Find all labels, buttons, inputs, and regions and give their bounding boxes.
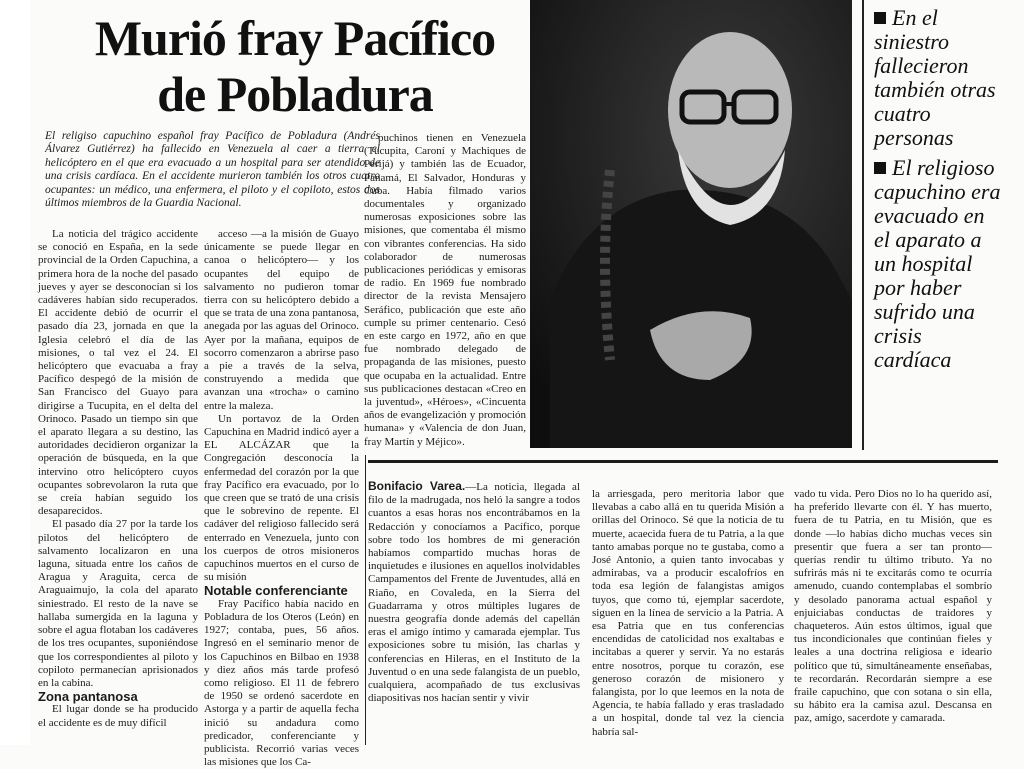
article-column-2 [204, 228, 359, 769]
portrait-photo [530, 0, 852, 448]
paragraph: la arriesgada, pero meritoria labor que llevabas a cabo allá en tu querida Misión a orillas del Orinoco. Sé que la noticia de tu muerte, acaecida fuera de tu Patria, a la que tanto amabas porque no te gustaba, como a José Antonio, a quien tanto invocabas y admirabas, va a producir escalofríos en toda esa legión de falangistas amigos tuyos, que como tú, ejemplar sacerdote, siguen en la línea de servicio a la Patria. A esa Patria que en tus conferencias encendidas de catolicidad nos exaltabas e incitabas a querer y servir. Ya no estarás entre nosotros, porque tu corazón, ese generoso corazón de misionero y falangista, por lo que leemos en la nota de Agencia, te había fallado y eras trasladado a un hospital, donde tal vez la ciencia habría sal- [592, 488, 784, 738]
headline-line-1: Murió fray Pacífico [94, 10, 496, 66]
square-bullet-icon [874, 12, 886, 24]
byline: Bonifacio Varea. [368, 479, 466, 493]
paragraph-text: —La noticia, llegada al filo de la madrugada, nos heló la sangre a todos cuantos a esas horas nos encontrábamos en la Redacción y conocíamos a Pacífico, porque sobre todo los hombres de mi generación habíamos compartido muchas horas de inquietudes e ilusiones en aquellos inolvidables Campamentos del Frente de Juventudes, allá en Riaño, en Covaleda, en la Sierra del Guadarrama y otros múltiples lugares de nuestra geografía donde además del capellán eras el amigo íntimo y camarada ejemplar. Tus exposiciones sobre tu misión, las charlas y conferencias en Hileras, en el Instituto de la Juventud o en una sede falangista de un pueblo, cualquiera, acompañado de tus exclusivas diapositivas nos hacían sentir y vivir [368, 481, 580, 705]
paragraph: El lugar donde se ha producido el accidente es de muy difícil [38, 703, 198, 729]
headline [60, 10, 530, 122]
paragraph: El pasado día 27 por la tarde los pilotos del helicóptero de salvamento localizaron en una laguna, situada entre los caños de Aragua y Araguita, cerca de Araguaimujo, la cola del aparato siniestrado. El resto de la nave se hallaba sumergida en la laguna y sobre el agua flotaban los cadáveres de los tres ocupantes, suponiéndose que los correspondientes al piloto y copiloto permanecían aprisionados en la cabina. [38, 518, 198, 689]
column-divider [365, 455, 366, 745]
obituary-column-3 [794, 488, 992, 726]
paragraph: La noticia del trágico accidente se conoció en España, en la sede provincial de la Orden Capuchina, a primera hora de la noche del pasado jueves y ayer se desconocían si los cadáveres habían sido recuperados. El accidente debió de ocurrir el pasado día 23, jornada en que la Iglesia celebró el día de las misiones, o tal vez el 24. El helicóptero que evacuaba a fray Pacífico despegó de la misión de San Francisco del Guayo para dirigirse a Tucupita, en el delta del Orinoco. Pasado un tiempo sin que el aparato llegara a su destino, las autoridades decidieron organizar la operación de búsqueda, en la que intervino otro helicóptero cuyos ocupantes sobrevolaron la ruta que se creía habían seguido los desaparecidos. [38, 228, 198, 518]
square-bullet-icon [874, 162, 886, 174]
obituary-column-2 [592, 488, 784, 739]
section-divider [368, 460, 998, 463]
lede-paragraph: El religiso capuchino español fray Pacífico de Pobladura (Andrés Álvarez Gutiérrez) ha fallecido en Venezuela al caer a tierra el helicóptero en el que era evacuado a un hospital para ser atendido de una crisis cardíaca. En el accidente murieron también los otros cuatro ocupantes: un médico, una enfermera, el piloto y el copiloto, estos dos últimos miembros de la Guardia Nacional. [45, 130, 380, 210]
article-column-1 [38, 228, 198, 730]
page-margin [0, 0, 30, 745]
portrait-illustration [530, 0, 852, 448]
subheading: Zona pantanosa [38, 689, 138, 705]
pull-quote [874, 156, 1002, 372]
paragraph: puchinos tienen en Venezuela (Tucupita, Caroní y Machiques de Perijá) y también las de Ecuador, Panamá, El Salvador, Honduras y Cuba. Había filmado varios documentales y organizado numerosas exposiciones sobre las misiones, que comentaba él mismo con vibrantes conferencias. Ha sido colaborador de numerosas publicaciones periódicas y emisoras de radio. En 1969 fue nombrado director de la revista Mensajero Seráfico, publicación que este año cumple su primer centenario. Cesó en este cargo en 1972, año en que fue nombrado delegado de propaganda de las misiones, puesto que ocupaba en la actualidad. Entre sus publicaciones destacan «Creo en la juventud», «Héroes», «Cincuenta años de evangelización y promoción humana» y «Valencia de don Juan, fray Martín y Méjico». [364, 132, 526, 448]
pull-quote [874, 6, 1002, 150]
headline-line-2: de Pobladura [157, 66, 433, 122]
pull-quote-text: El religioso capuchino era evacuado en el aparato a un hospital por haber sufrido una crisis cardíaca [874, 155, 1001, 372]
subheading: Notable conferenciante [204, 583, 348, 599]
paragraph: vado tu vida. Pero Dios no lo ha querido así, ha preferido llevarte con él. Y has muerto, fuera de tu Patria, en tu Misión, que es donde —lo habías dicho muchas veces sin presentir que fuera a ser tan pronto— querías rendir tu último tributo. Ya no sufrirás más ni te excitarás como te ocurría amenudo, cuando contemplabas el sombrío y desolado panorama actual español y enjuiciabas conductas de traidores y chaqueteros. Aún estos últimos, igual que tus incondicionales que continúan fieles y leales a una doctrina religiosa e ideario político que tú, simultáneamente enseñabas, te recordarán. Recordarán siempre a ese fraile capuchino, que con sotana o sin ella, su hábito era la camisa azul. Descansa en paz, amigo, sacerdote y camarada. [794, 488, 992, 725]
article-column-3 [364, 132, 526, 449]
paragraph: Un portavoz de la Orden Capuchina en Madrid indicó ayer a EL ALCÁZAR que la Congregación desconocía la enfermedad del corazón por la que fray Pacífico era evacuado, por lo que creen que se trató de una crisis que le sobrevino de repente. El cadáver del religioso fallecido será enterrado en Venezuela, junto con los cuerpos de otros misioneros capuchinos muertos en el curso de su misión [204, 412, 359, 584]
obituary-column-1 [368, 480, 580, 705]
paragraph [368, 480, 580, 705]
paragraph: acceso —a la misión de Guayo únicamente se puede llegar en canoa o helicóptero— y los ocupantes del equipo de salvamento no pudieron tomar tierra con su helicóptero debido a que se trata de una zona pantanosa, anegada por las aguas del Orinoco. Ayer por la mañana, equipos de socorro comenzaron a abrirse paso a pie a través de la selva, construyendo a medida que avanzan una «trocha» o camino entre la maleza. [204, 228, 359, 412]
pull-quote-text: En el siniestro fallecieron también otras cuatro personas [874, 5, 996, 150]
pull-quote-sidebar [862, 0, 1002, 450]
paragraph: Fray Pacífico había nacido en Pobladura de los Oteros (León) en 1927; contaba, pues, 56 años. Ingresó en el seminario menor de los Capuchinos en Bilbao en 1938 y diez años más tarde profesó como religioso. El 11 de febrero de 1950 se ordenó sacerdote en Astorga y a partir de aquella fecha inició su andadura como predicador, conferenciante y publicista. Recorrió varias veces las misiones que los Ca- [204, 597, 359, 769]
